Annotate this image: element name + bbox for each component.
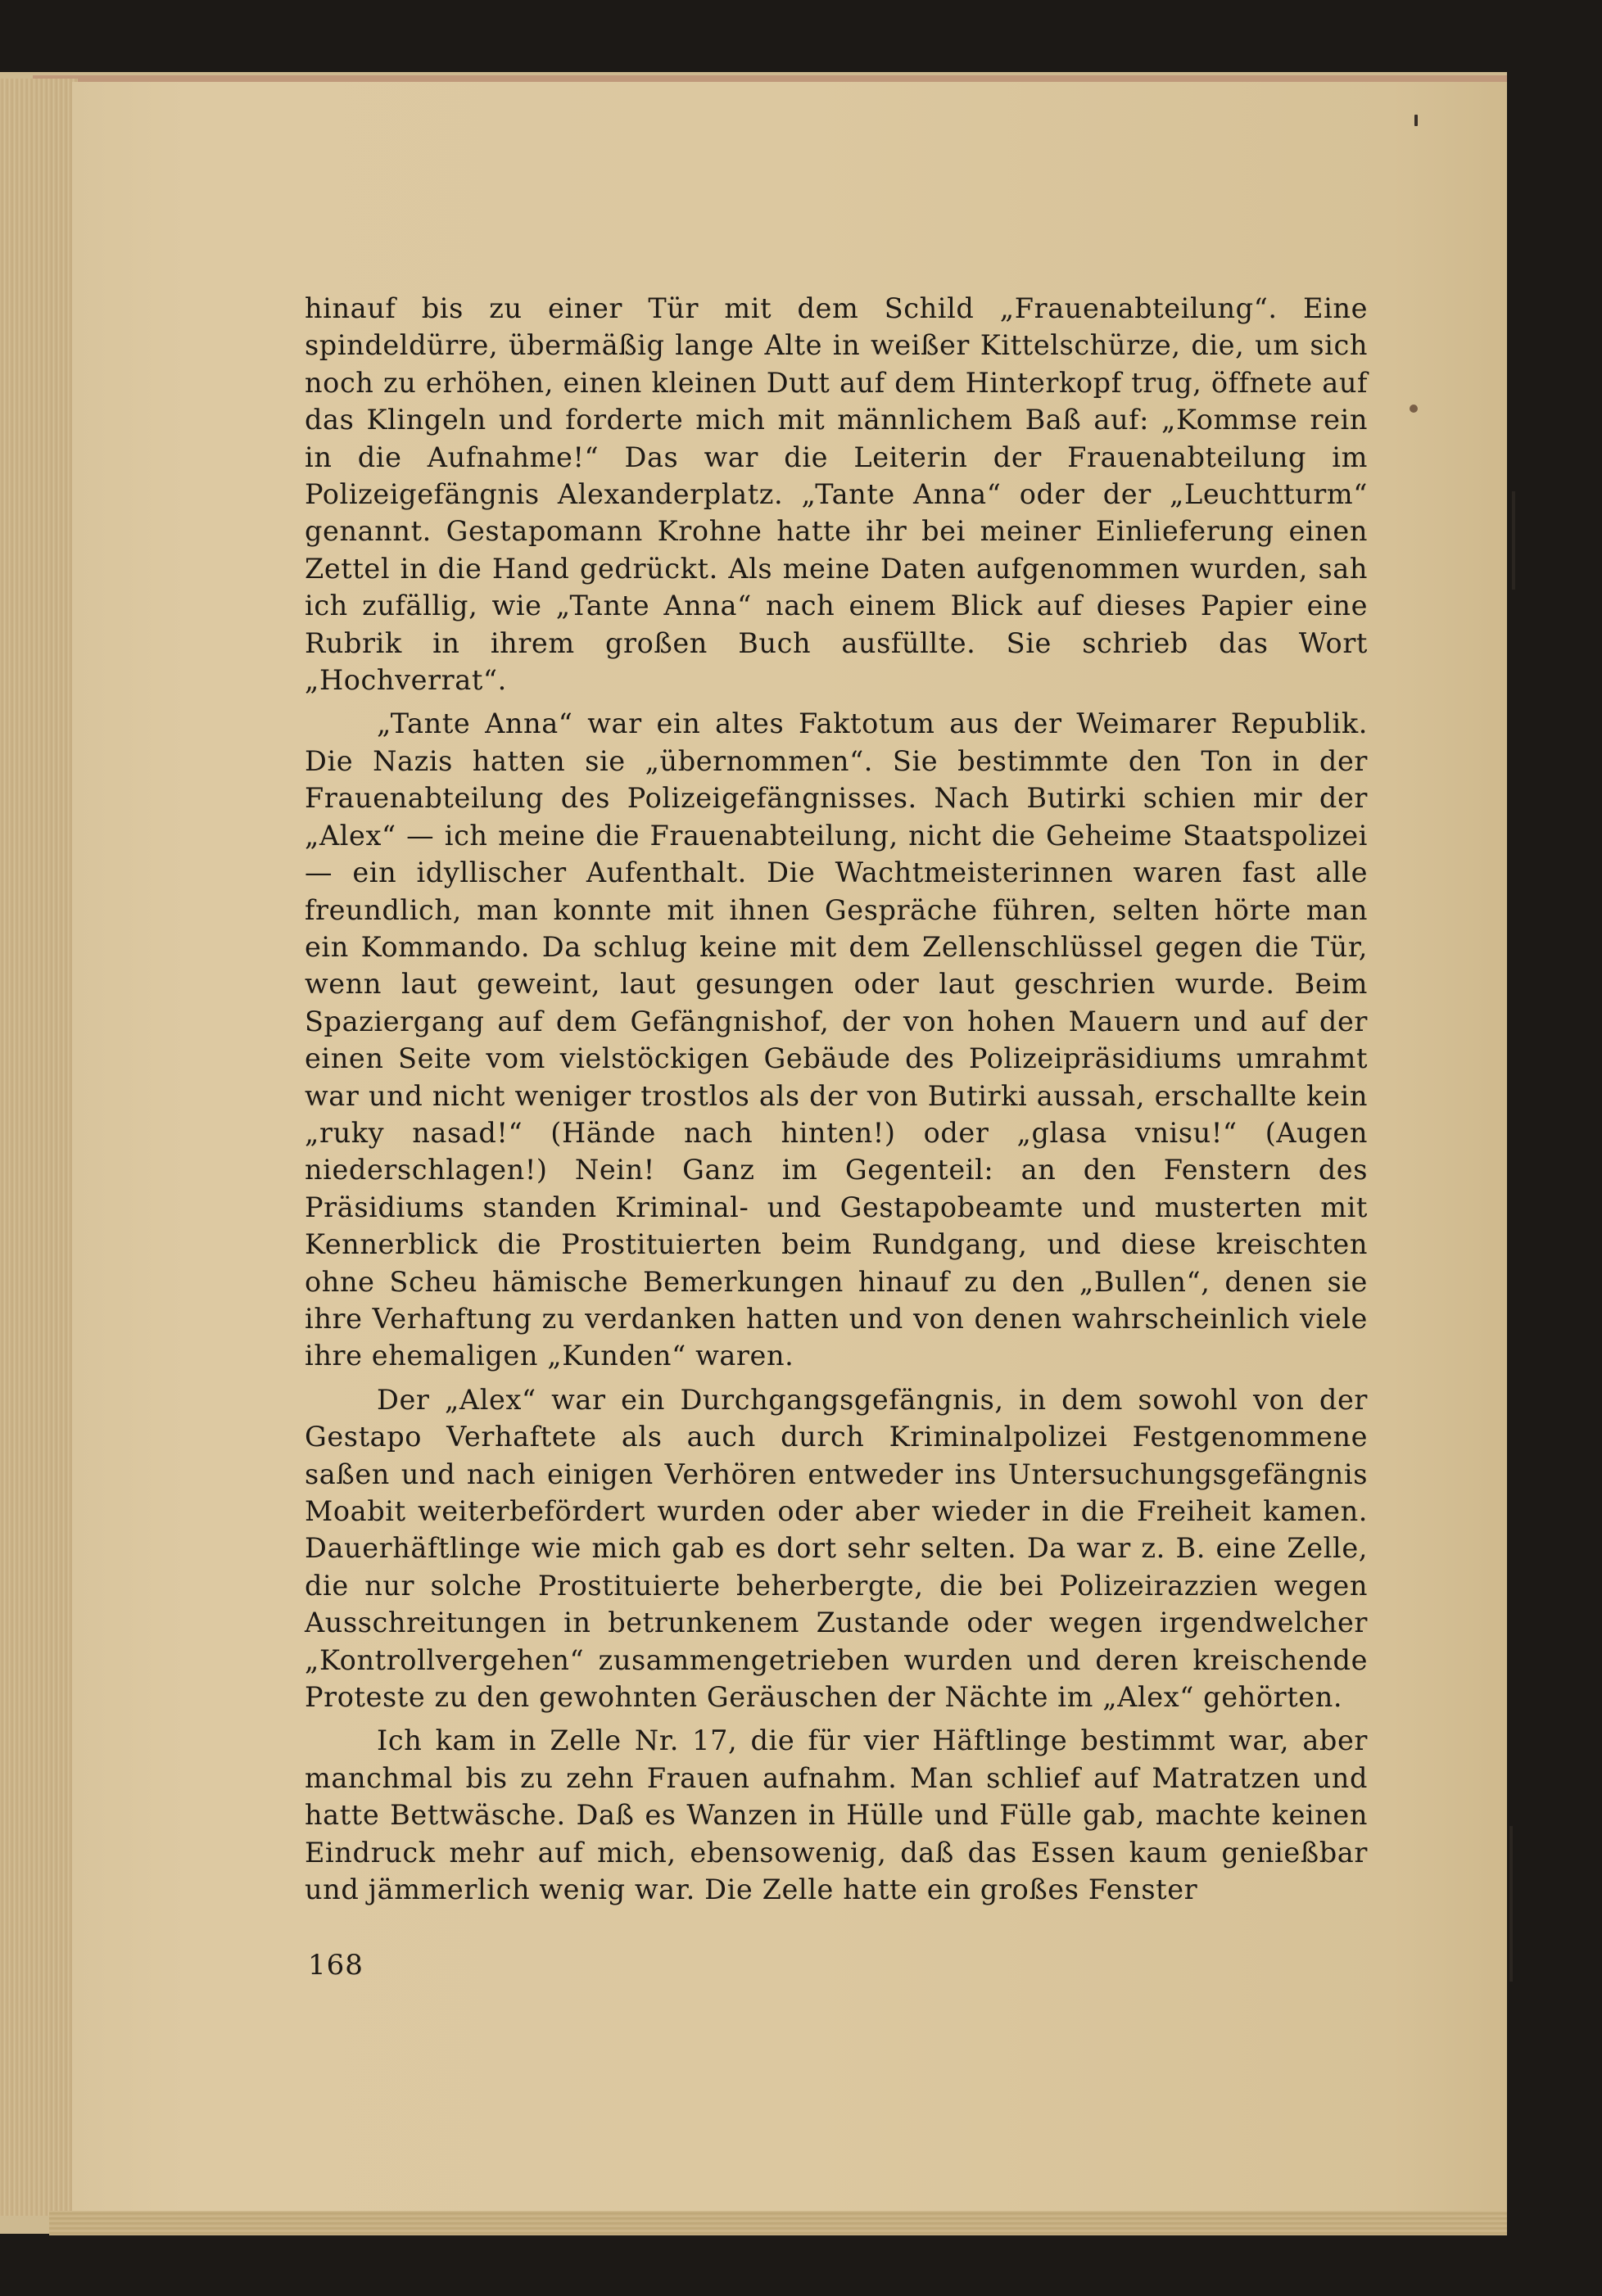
paper-speck bbox=[1414, 115, 1418, 126]
margin-mark bbox=[1509, 1826, 1513, 1982]
top-edge bbox=[33, 75, 1507, 82]
paper-speck bbox=[1410, 405, 1418, 413]
paragraph: hinauf bis zu einer Tür mit dem Schild „Frauenabteilung“. Eine spindeldürre, übermäßig lange Alte in weißer Kittelschürze, die, um sich noch zu erhöhen, einen kleinen Dutt auf dem Hinterkopf trug, öffnete auf das Klingeln und forderte mich mit männlichem Baß auf: „Kommse rein in die Aufnahme!“ Das war die Leiterin der Frauenabteilung im Polizeigefängnis Alexanderplatz. „Tante Anna“ oder der „Leuchtturm“ genannt. Gestapomann Krohne hatte ihr bei meiner Einlieferung einen Zettel in die Hand gedrückt. Als meine Daten aufgenommen wurden, sah ich zufällig, wie „Tante Anna“ nach einem Blick auf dieses Papier eine Rubrik in ihrem großen Buch ausfüllte. Sie schrieb das Wort „Hochverrat“. bbox=[305, 292, 1368, 697]
paragraph: „Tante Anna“ war ein altes Faktotum aus der Weimarer Republik. Die Nazis hatten sie „übernommen“. Sie bestimmte den Ton in der Frauenabteilung des Polizeigefängnisses. Nach Butirki schien mir der „Alex“ — ich meine die Frauenabteilung, nicht die Geheime Staatspolizei — ein idyllischer Aufenthalt. Die Wachtmeisterinnen waren fast alle freundlich, man konnte mit ihnen Gespräche führen, selten hörte man ein Kommando. Da schlug keine mit dem Zellenschlüssel gegen die Tür, wenn laut geweint, laut gesungen oder laut geschrien wurde. Beim Spaziergang auf dem Gefängnishof, der von hohen Mauern und auf der einen Seite vom vielstöckigen Gebäude des Polizeipräsidiums umrahmt war und nicht weniger trostlos als der von Butirki aussah, erschallte kein „ruky nasad!“ (Hände nach hinten!) oder „glasa vnisu!“ (Augen niederschlagen!) Nein! Ganz im Gegenteil: an den Fenstern des Präsidiums standen Kriminal- und Gestapobeamte und musterten mit Kennerblick die Prostituierten beim Rundgang, und diese kreischten ohne Scheu hämische Bemerkungen hinauf zu den „Bullen“, denen sie ihre Verhaftung zu verdanken hatten und von denen wahrscheinlich viele ihre ehemaligen „Kunden“ waren. bbox=[305, 707, 1368, 1372]
left-page-edges bbox=[0, 79, 78, 2216]
paragraph: Ich kam in Zelle Nr. 17, die für vier Häftlinge bestimmt war, aber manchmal bis zu zehn Frauen aufnahm. Man schlief auf Matratzen und hatte Bettwäsche. Daß es Wanzen in Hülle und Fülle gab, machte keinen Eindruck mehr auf mich, ebensowenig, daß das Essen kaum genießbar und jämmerlich wenig war. Die Zelle hatte ein großes Fenster bbox=[305, 1724, 1368, 1906]
paragraph: Der „Alex“ war ein Durchgangsgefängnis, in dem sowohl von der Gestapo Verhaftete als auch durch Kriminalpolizei Festgenommene saßen und nach einigen Verhören entweder ins Untersuchungsgefängnis Moabit weiterbefördert wurden oder aber wieder in die Freiheit kamen. Dauerhäftlinge wie mich gab es dort sehr selten. Da war z. B. eine Zelle, die nur solche Prostituierte beherbergte, die bei Polizeirazzien wegen Ausschreitungen in betrunkenem Zustande oder wegen irgendwelcher „Kontrollvergehen“ zusammengetrieben wurden und deren kreischende Proteste zu den gewohnten Geräuschen der Nächte im „Alex“ gehörten. bbox=[305, 1383, 1368, 1714]
bottom-page-edges bbox=[49, 2211, 1507, 2235]
page-number: 168 bbox=[308, 1949, 364, 1982]
body-text bbox=[305, 290, 1368, 1914]
margin-mark bbox=[1512, 491, 1515, 590]
